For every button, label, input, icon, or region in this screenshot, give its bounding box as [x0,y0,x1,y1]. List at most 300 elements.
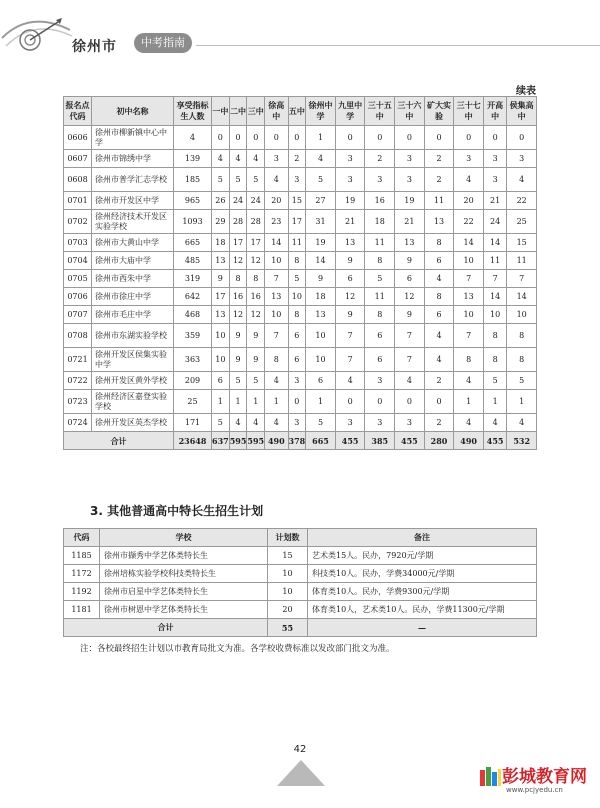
cell: 9 [395,306,425,324]
total-cell: 595 [229,432,247,450]
total-value: 55 [268,619,308,637]
watermark-name: 彭城教育网 [502,767,587,787]
cell: 8 [247,270,265,288]
cell: 1 [229,390,247,414]
page-number: 42 [293,744,307,755]
cell: 13 [395,234,425,252]
col-header: 计划数 [268,529,308,547]
cell: 21 [483,192,506,210]
table-row [64,372,537,390]
cell: 1 [306,126,336,150]
total-cell: 280 [424,432,454,450]
cell: 12 [229,252,247,270]
cell: 19 [306,234,336,252]
school-name: 徐州经济技术开发区实验学校 [92,210,174,234]
cell: 8 [229,270,247,288]
table-row [64,565,537,583]
cell: 4 [265,372,288,390]
brand-title: 徐州市 [72,39,117,55]
cell: 6 [335,270,365,288]
col-header: 学校 [100,529,268,547]
table-row [64,390,537,414]
table-row [64,234,537,252]
total-cell: 385 [365,432,395,450]
cell: 4 [265,414,288,432]
cell: 17 [229,234,247,252]
cell: 13 [212,306,230,324]
cell: 10 [212,324,230,348]
cell: 4 [424,348,454,372]
school-code: 0702 [64,210,92,234]
cell: 4 [454,168,484,192]
col-header: 代码 [64,529,100,547]
cell: 7 [335,324,365,348]
table-row [64,288,537,306]
cell: 0 [247,126,265,150]
cell: 徐州市撷秀中学艺体类特长生 [100,547,268,565]
cell: 1 [265,390,288,414]
cell: 139 [174,150,212,168]
cell: 3 [288,168,306,192]
col-header: 徐高中 [265,97,288,126]
specialty-table [63,528,537,637]
cell: 3 [365,414,395,432]
cell: 1093 [174,210,212,234]
cell: 13 [306,306,336,324]
cell: 13 [454,288,484,306]
cell: 6 [212,372,230,390]
cell: 13 [424,210,454,234]
school-code: 0707 [64,306,92,324]
cell: 0 [335,390,365,414]
cell: 363 [174,348,212,372]
table-row [64,583,537,601]
cell: 8 [424,288,454,306]
total-note: — [308,619,537,637]
cell: 3 [288,372,306,390]
cell: 5 [483,372,506,390]
cell: 319 [174,270,212,288]
table-row [64,168,537,192]
cell: 22 [507,192,537,210]
cell: 11 [288,234,306,252]
guide-badge: 中考指南 [134,33,192,53]
cell: 9 [335,306,365,324]
cell: 0 [365,126,395,150]
cell: 艺术类15人。民办，7920元/学期 [308,547,537,565]
cell: 14 [483,288,506,306]
cell: 468 [174,306,212,324]
cell: 1 [454,390,484,414]
cell: 5 [288,270,306,288]
cell: 5 [247,168,265,192]
school-name: 徐州市锦绣中学 [92,150,174,168]
cell: 26 [212,192,230,210]
continued-label: 续表 [516,86,536,97]
cell: 8 [365,252,395,270]
cell: 9 [395,252,425,270]
cell: 7 [454,270,484,288]
cell: 4 [229,150,247,168]
cell: 1 [212,390,230,414]
cell: 0 [212,126,230,150]
col-header: 三中 [247,97,265,126]
cell: 25 [507,210,537,234]
cell: 10 [454,252,484,270]
cell: 11 [365,234,395,252]
total-cell: 665 [306,432,336,450]
cell: 20 [265,192,288,210]
cell: 12 [247,306,265,324]
cell: 1 [306,390,336,414]
cell: 4 [424,270,454,288]
cell: 10 [265,252,288,270]
cell: 4 [174,126,212,150]
cell: 16 [229,288,247,306]
cell: 12 [229,306,247,324]
total-label: 合计 [64,432,174,450]
cell: 20 [454,192,484,210]
cell: 12 [395,288,425,306]
cell: 0 [335,126,365,150]
table-row [64,601,537,619]
cell: 17 [212,288,230,306]
school-name: 徐州市大黄山中学 [92,234,174,252]
cell: 17 [288,210,306,234]
table-row [64,270,537,288]
col-header: 二中 [229,97,247,126]
cell: 11 [365,288,395,306]
cell: 5 [306,168,336,192]
cell: 10 [268,565,308,583]
cell: 3 [395,150,425,168]
cell: 0 [454,126,484,150]
cell: 3 [335,168,365,192]
cell: 7 [507,270,537,288]
cell: 14 [265,234,288,252]
col-header: 一中 [212,97,230,126]
cell: 17 [247,234,265,252]
cell: 体育类10人，艺术类10人。民办，学费11300元/学期 [308,601,537,619]
total-cell: 378 [288,432,306,450]
cell: 22 [454,210,484,234]
cell: 8 [265,348,288,372]
total-row [64,432,537,450]
school-name: 徐州开发区黄外学校 [92,372,174,390]
cell: 4 [306,150,336,168]
col-header: 报名点代码 [64,97,92,126]
watermark [476,760,600,802]
cell: 10 [265,306,288,324]
col-header: 矿大实验 [424,97,454,126]
cell: 1181 [64,601,100,619]
school-name: 徐州市开发区中学 [92,192,174,210]
cell: 4 [454,372,484,390]
total-cell: 23648 [174,432,212,450]
total-cell: 637 [212,432,230,450]
school-code: 0723 [64,390,92,414]
school-code: 0607 [64,150,92,168]
table-row [64,126,537,150]
cell: 3 [265,150,288,168]
school-code: 0722 [64,372,92,390]
cell: 11 [507,252,537,270]
cell: 0 [507,126,537,150]
cell: 13 [265,288,288,306]
cell: 0 [265,126,288,150]
school-name: 徐州开发区侯集实验中学 [92,348,174,372]
cell: 4 [265,168,288,192]
cell: 9 [306,270,336,288]
school-name: 徐州市普学汇志学校 [92,168,174,192]
cell: 1 [507,390,537,414]
cell: 15 [507,234,537,252]
school-name: 徐州开发区英杰学校 [92,414,174,432]
cell: 12 [247,252,265,270]
cell: 14 [454,234,484,252]
cell: 2 [424,150,454,168]
cell: 13 [335,234,365,252]
cell: 665 [174,234,212,252]
cell: 徐州培栋实验学校科技类特长生 [100,565,268,583]
school-code: 0606 [64,126,92,150]
cell: 3 [335,414,365,432]
cell: 5 [247,372,265,390]
cell: 4 [424,324,454,348]
cell: 16 [247,288,265,306]
cell: 6 [288,324,306,348]
cell: 10 [306,348,336,372]
cell: 12 [335,288,365,306]
cell: 6 [424,306,454,324]
cell: 6 [395,270,425,288]
table-row [64,252,537,270]
cell: 171 [174,414,212,432]
table-row [64,414,537,432]
cell: 0 [395,390,425,414]
school-name: 徐州市东湖实验学校 [92,324,174,348]
cell: 2 [424,372,454,390]
table-row [64,150,537,168]
cell: 8 [288,306,306,324]
cell: 14 [306,252,336,270]
total-cell: 490 [454,432,484,450]
total-cell: 455 [335,432,365,450]
cell: 3 [454,150,484,168]
cell: 8 [507,348,537,372]
cell: 5 [212,414,230,432]
cell: 6 [424,252,454,270]
col-header: 五中 [288,97,306,126]
cell: 2 [424,168,454,192]
cell: 5 [229,372,247,390]
cell: 1 [247,390,265,414]
cell: 20 [268,601,308,619]
table-row [64,348,537,372]
cell: 359 [174,324,212,348]
cell: 2 [424,414,454,432]
cell: 24 [247,192,265,210]
cell: 19 [335,192,365,210]
cell: 3 [507,150,537,168]
cell: 1185 [64,547,100,565]
cell: 徐州市启星中学艺体类特长生 [100,583,268,601]
col-header: 开高中 [483,97,506,126]
cell: 4 [212,150,230,168]
cell: 4 [247,150,265,168]
cell: 965 [174,192,212,210]
cell: 3 [395,414,425,432]
page-triangle-decoration [277,760,325,786]
cell: 1 [483,390,506,414]
cell: 19 [395,192,425,210]
cell: 209 [174,372,212,390]
col-header: 初中名称 [92,97,174,126]
cell: 7 [395,324,425,348]
cell: 27 [306,192,336,210]
cell: 7 [454,324,484,348]
cell: 7 [265,324,288,348]
cell: 13 [212,252,230,270]
cell: 21 [395,210,425,234]
col-header: 备注 [308,529,537,547]
school-code: 0724 [64,414,92,432]
cell: 25 [174,390,212,414]
cell: 3 [365,168,395,192]
cell: 1192 [64,583,100,601]
cell: 6 [365,348,395,372]
cell: 5 [306,414,336,432]
table-row [64,324,537,348]
cell: 6 [365,324,395,348]
cell: 18 [365,210,395,234]
cell: 7 [483,270,506,288]
total-cell: 532 [507,432,537,450]
cell: 15 [288,192,306,210]
cell: 8 [454,348,484,372]
school-name: 徐州市西朱中学 [92,270,174,288]
school-name: 徐州市大庙中学 [92,252,174,270]
table-row [64,192,537,210]
cell: 8 [424,234,454,252]
col-header: 享受指标生人数 [174,97,212,126]
cell: 9 [335,252,365,270]
cell: 体育类10人。民办，学费9300元/学期 [308,583,537,601]
cell: 9 [229,324,247,348]
cell: 2 [288,150,306,168]
cell: 6 [306,372,336,390]
table-row [64,210,537,234]
cell: 3 [288,414,306,432]
school-code: 0705 [64,270,92,288]
total-cell: 455 [483,432,506,450]
col-header: 侯集高中 [507,97,537,126]
cell: 8 [507,324,537,348]
cell: 10 [483,306,506,324]
school-code: 0721 [64,348,92,372]
cell: 0 [288,390,306,414]
cell: 3 [483,150,506,168]
cell: 4 [507,414,537,432]
cell: 4 [483,414,506,432]
cell: 0 [424,390,454,414]
cell: 3 [395,168,425,192]
cell: 185 [174,168,212,192]
cell: 3 [365,372,395,390]
watermark-url: www.pcjyedu.cn [506,786,563,794]
cell: 2 [365,150,395,168]
school-code: 0706 [64,288,92,306]
table-row [64,306,537,324]
footnote: 注：各校最终招生计划以市教育局批文为准。各学校收费标准以发改部门批文为准。 [80,644,395,654]
cell: 9 [212,270,230,288]
cell: 5 [507,372,537,390]
cell: 0 [365,390,395,414]
table-row [64,547,537,565]
cell: 4 [335,372,365,390]
col-header: 三十五中 [365,97,395,126]
cell: 0 [483,126,506,150]
cell: 3 [483,168,506,192]
cell: 10 [454,306,484,324]
school-name: 徐州市徐庄中学 [92,288,174,306]
cell: 5 [229,168,247,192]
page-header [0,0,600,70]
cell: 8 [483,348,506,372]
cell: 0 [395,126,425,150]
cell: 9 [247,324,265,348]
cell: 3 [335,150,365,168]
cell: 10 [288,288,306,306]
school-code: 0608 [64,168,92,192]
cell: 7 [265,270,288,288]
books-logo-icon [478,764,502,788]
header-rule [196,45,600,46]
col-header: 三十七中 [454,97,484,126]
specialty-table-header [64,529,537,547]
cell: 徐州市树恩中学艺体类特长生 [100,601,268,619]
total-row [64,619,537,637]
cell: 1172 [64,565,100,583]
cell: 24 [483,210,506,234]
total-cell: 455 [395,432,425,450]
cell: 科技类10人。民办，学费34000元/学期 [308,565,537,583]
cell: 28 [229,210,247,234]
cell: 28 [247,210,265,234]
cell: 6 [288,348,306,372]
school-name: 徐州市毛庄中学 [92,306,174,324]
cell: 7 [395,348,425,372]
cell: 18 [306,288,336,306]
cell: 10 [212,348,230,372]
cell: 11 [424,192,454,210]
cell: 29 [212,210,230,234]
cell: 10 [306,324,336,348]
cell: 4 [507,168,537,192]
cell: 10 [268,583,308,601]
cell: 5 [212,168,230,192]
cell: 15 [268,547,308,565]
cell: 8 [365,306,395,324]
cell: 0 [424,126,454,150]
cell: 9 [247,348,265,372]
school-code: 0704 [64,252,92,270]
cell: 24 [229,192,247,210]
cell: 8 [483,324,506,348]
cell: 16 [365,192,395,210]
school-name: 徐州市柳新镇中心中学 [92,126,174,150]
cell: 10 [507,306,537,324]
